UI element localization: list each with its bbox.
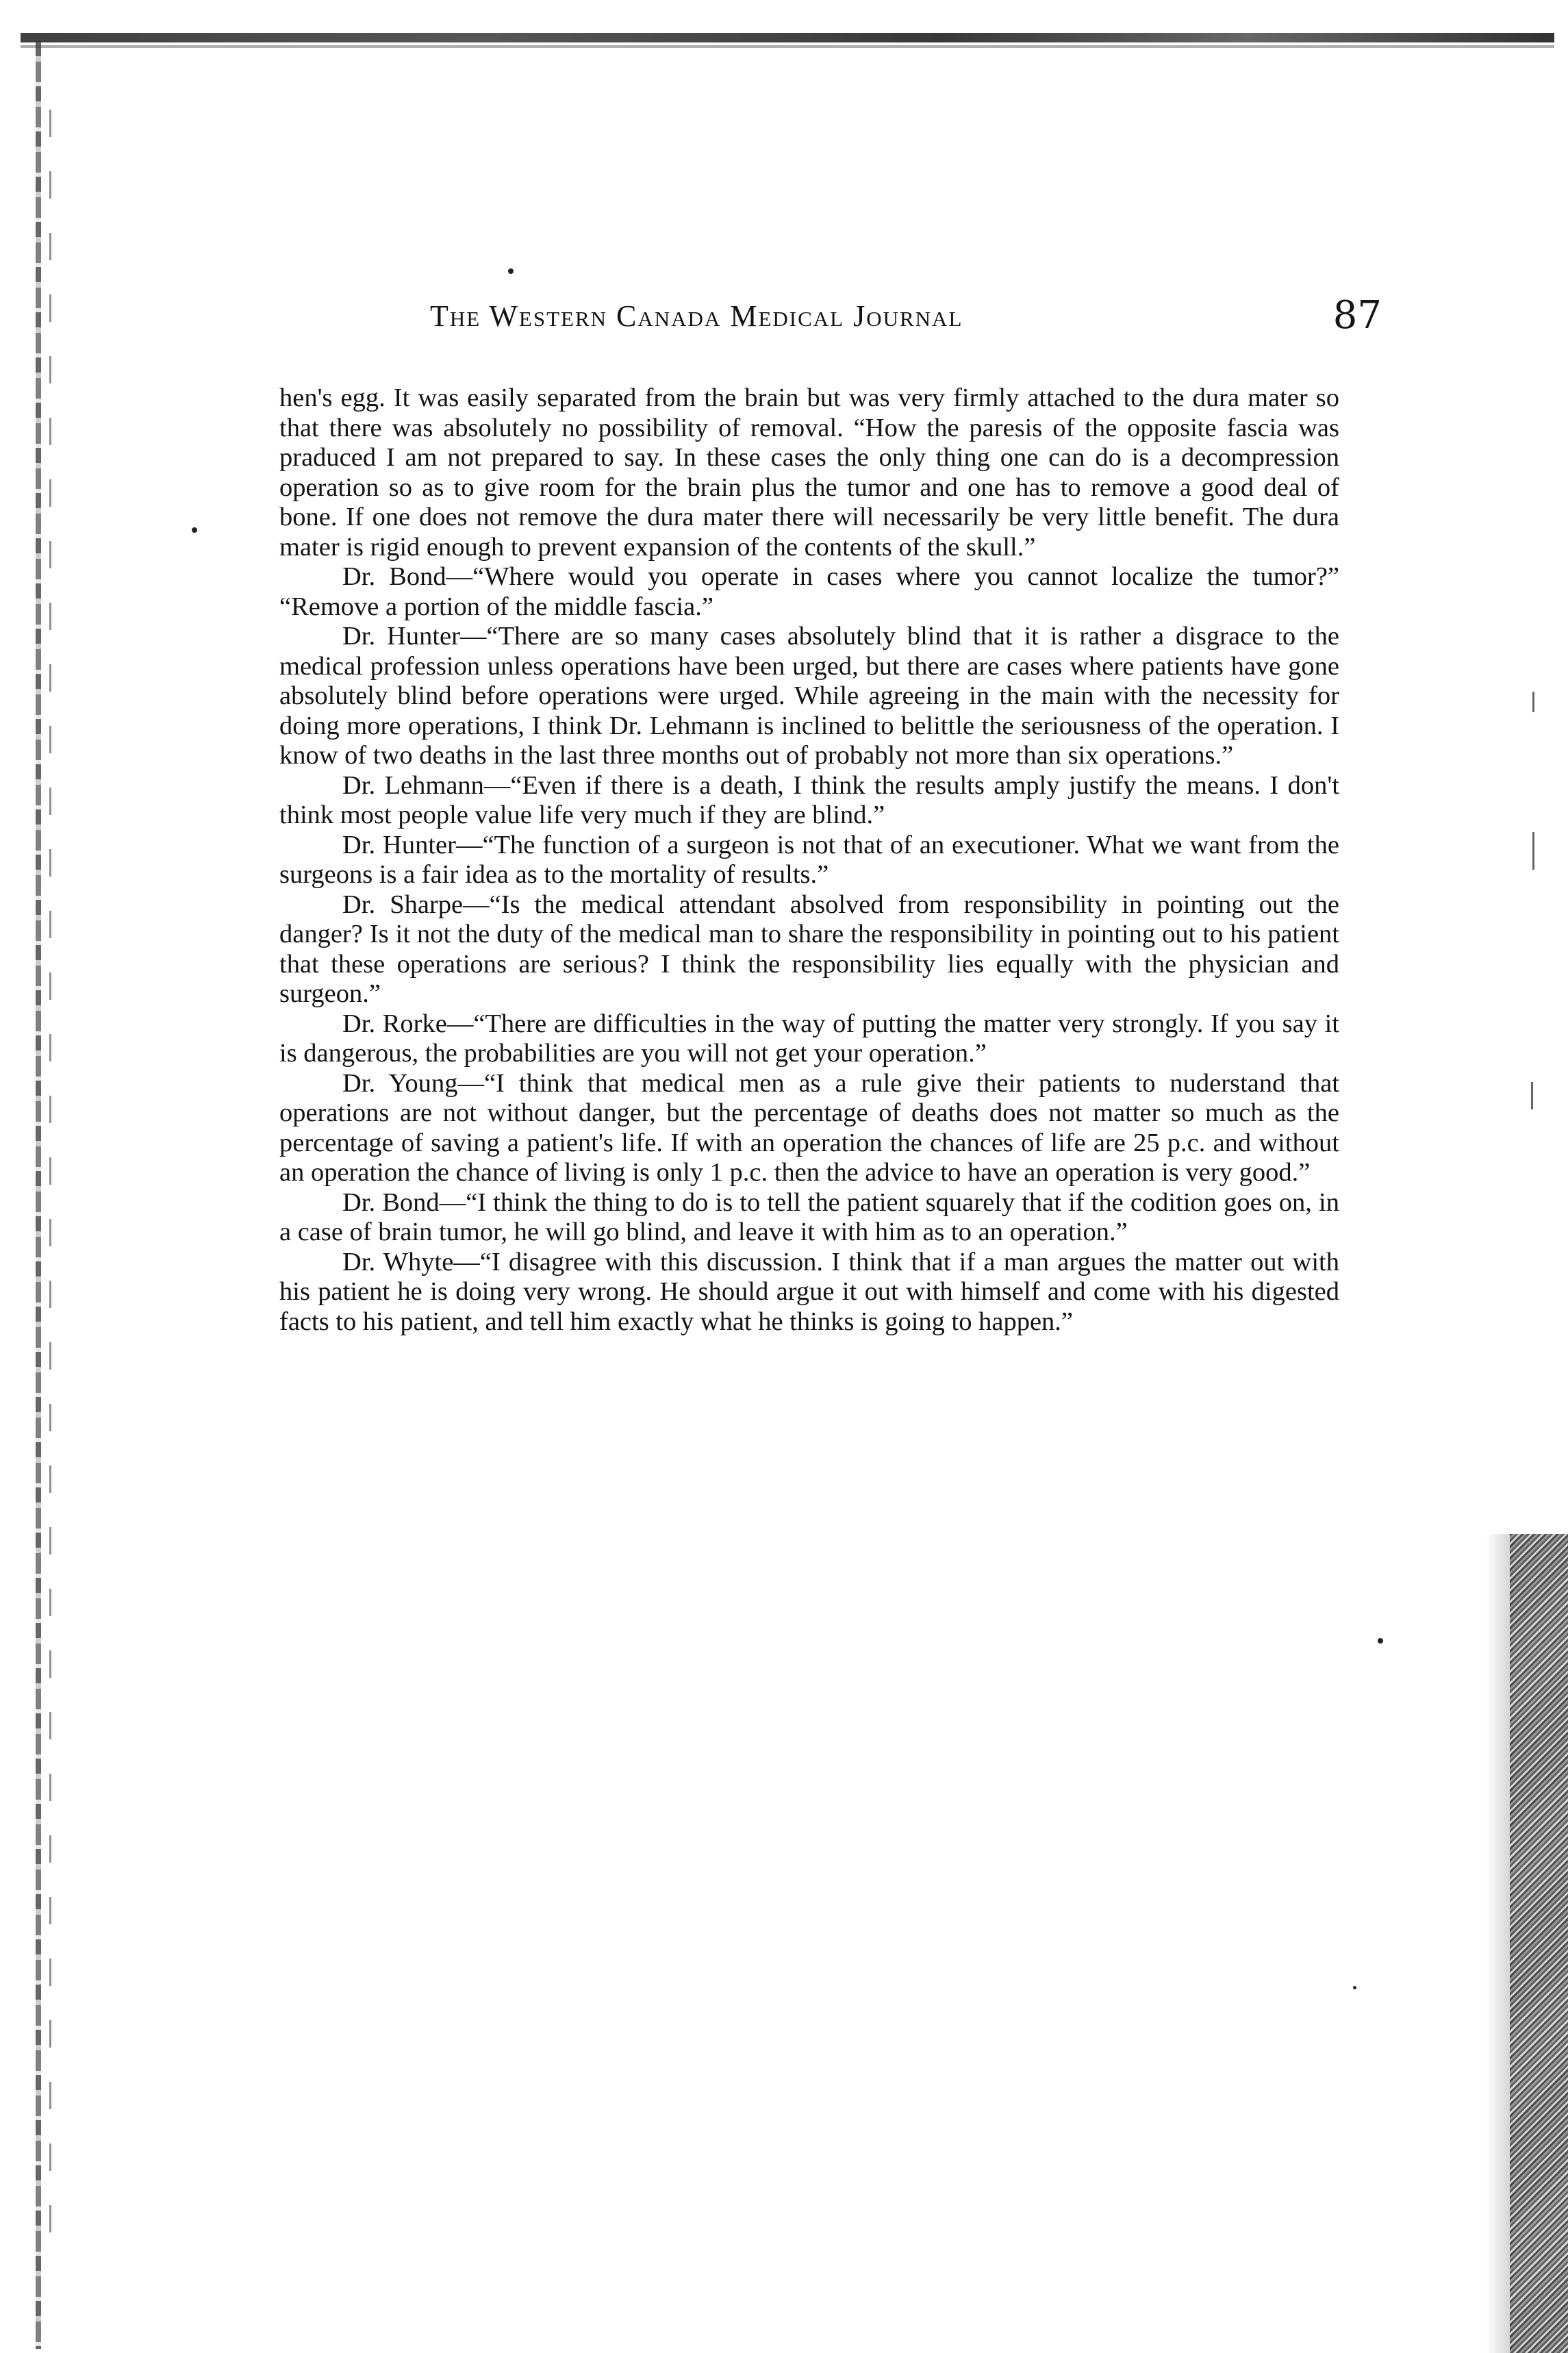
- scan-speck: [192, 527, 197, 533]
- paragraph: hen's egg. It was easily separated from the brain but was very firmly attached to the dura mater so that there was absolutely no possibility of removal. “How the paresis of the opposite fascia was praduced I am not prepared to say. In these cases the only thing one can do is a decompression operation so as to give room for the brain plus the tumor and one has to remove a good deal of bone. If one does not remove the dura mater there will necessarily be very little benefit. The dura mater is rigid enough to prevent expansion of the contents of the skull.”: [279, 383, 1339, 562]
- scan-margin-mark: [1531, 1082, 1533, 1109]
- scan-top-edge: [21, 33, 1554, 42]
- scan-top-edge-line: [21, 45, 1554, 48]
- page-number: 87: [1332, 293, 1382, 338]
- paragraph: Dr. Sharpe—“Is the medical attendant absolved from responsibility in pointing out the danger? Is it not the duty of the medical man to share the responsibility in pointing out to his patient that these operations are serious? I think the responsibility lies equally with the physician and surgeon.”: [279, 890, 1339, 1008]
- paragraph: Dr. Rorke—“There are difficulties in the way of putting the matter very strongly. If you say it is dangerous, the probabilities are you will not get your operation.”: [279, 1009, 1339, 1068]
- paragraph: Dr. Hunter—“There are so many cases absolutely blind that it is rather a disgrace to the medical profession unless operations have been urged, but there are cases where patients have gone absolutely blind before operations were urged. While agreeing in the main with the necessity for doing more operations, I think Dr. Lehmann is inclined to belittle the seriousness of the operation. I know of two deaths in the last three months out of probably not more than six operations.”: [279, 622, 1339, 770]
- scan-speck: [1353, 1986, 1356, 1989]
- scan-right-fade: [1486, 1534, 1513, 2353]
- scan-speck: [1378, 1638, 1383, 1644]
- paragraph: Dr. Bond—“I think the thing to do is to tell the patient squarely that if the codition goes on, in a case of brain tumor, he will go blind, and leave it with him as to an operation.”: [279, 1187, 1339, 1246]
- paragraph: Dr. Young—“I think that medical men as a rule give their patients to nuderstand that operations are not without danger, but the percentage of deaths does not matter so much as the percentage of saving a patient's life. If with an operation the chances of life are 25 p.c. and without an operation the chance of living is only 1 p.c. then the advice to have an operation is very good.”: [279, 1068, 1339, 1187]
- scan-margin-mark: [1532, 692, 1534, 712]
- journal-title: The Western Canada Medical Journal: [430, 299, 963, 333]
- page-header: [430, 293, 1382, 348]
- article-body: [279, 383, 1339, 1337]
- scan-right-edge-noise: [1510, 1534, 1568, 2353]
- paragraph: Dr. Bond—“Where would you operate in cases where you cannot localize the tumor?” “Remove a portion of the middle fascia.”: [279, 562, 1339, 621]
- paragraph: Dr. Whyte—“I disagree with this discussion. I think that if a man argues the matter out with his patient he is doing very wrong. He should argue it out with himself and come with his digested facts to his patient, and tell him exactly what he thinks is going to happen.”: [279, 1247, 1339, 1336]
- scan-speck: [508, 268, 514, 274]
- scan-margin-mark: [1532, 832, 1534, 870]
- paragraph: Dr. Hunter—“The function of a surgeon is not that of an executioner. What we want from the surgeons is a fair idea as to the mortality of results.”: [279, 830, 1339, 889]
- scan-left-edge-marks: [49, 110, 51, 2232]
- scan-left-edge: [36, 41, 41, 2349]
- paragraph: Dr. Lehmann—“Even if there is a death, I think the results amply justify the means. I don't think most people value life very much if they are blind.”: [279, 770, 1339, 829]
